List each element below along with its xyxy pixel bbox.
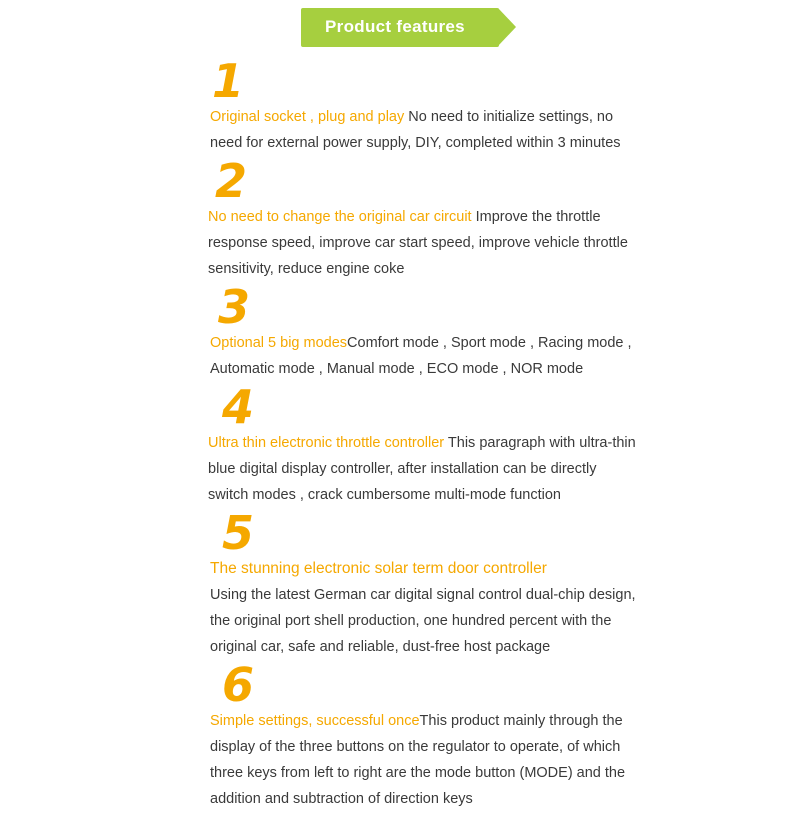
feature-lead: Ultra thin electronic throttle controller <box>208 435 445 451</box>
feature-rest: This paragraph with ultra-thin blue digital display controller, after installation can be directly switch modes , crack cumbersome multi-mode function <box>208 435 636 503</box>
feature-lead: No need to change the original car circuit <box>208 209 472 225</box>
page-title: Product features <box>301 8 499 47</box>
feature-lead: Original socket , plug and play <box>210 109 405 125</box>
feature-number: 4 <box>222 380 254 434</box>
feature-rest: Comfort mode , Sport mode , Racing mode , Automatic mode , Manual mode , ECO mode , NOR mode <box>210 335 632 377</box>
feature-text <box>208 506 640 660</box>
feature-rest: Using the latest German car digital signal control dual-chip design, the original port shell production, one hundred percent with the original car, safe and reliable, dust-free host package <box>210 587 636 655</box>
feature-number: 2 <box>215 154 247 208</box>
feature-text <box>208 380 640 508</box>
feature-lead: Optional 5 big modes <box>210 335 348 351</box>
feature-text <box>208 280 640 382</box>
feature-number: 1 <box>212 54 244 108</box>
feature-item <box>0 506 800 660</box>
feature-rest: This product mainly through the display of the three buttons on the regulator to operate, of which three keys from left to right are the mode button (MODE) and the addition and subtraction of direction keys <box>210 713 626 807</box>
feature-number: 6 <box>222 658 254 712</box>
feature-rest: No need to initialize settings, no need for external power supply, DIY, completed within 3 minutes <box>210 109 621 151</box>
feature-text <box>208 658 640 812</box>
feature-number: 5 <box>222 506 254 560</box>
feature-lead: Simple settings, successful once <box>210 713 420 729</box>
banner-container <box>0 8 800 47</box>
feature-text <box>208 154 640 282</box>
features-list <box>0 54 800 814</box>
feature-item <box>0 154 800 282</box>
feature-lead: The stunning electronic solar term door controller <box>210 560 547 577</box>
feature-text <box>208 54 640 156</box>
feature-item <box>0 280 800 382</box>
feature-item <box>0 54 800 156</box>
feature-rest: Improve the throttle response speed, improve car start speed, improve vehicle throttle sensitivity, reduce engine coke <box>208 209 628 277</box>
feature-item <box>0 380 800 508</box>
feature-number: 3 <box>218 280 250 334</box>
feature-item <box>0 658 800 812</box>
